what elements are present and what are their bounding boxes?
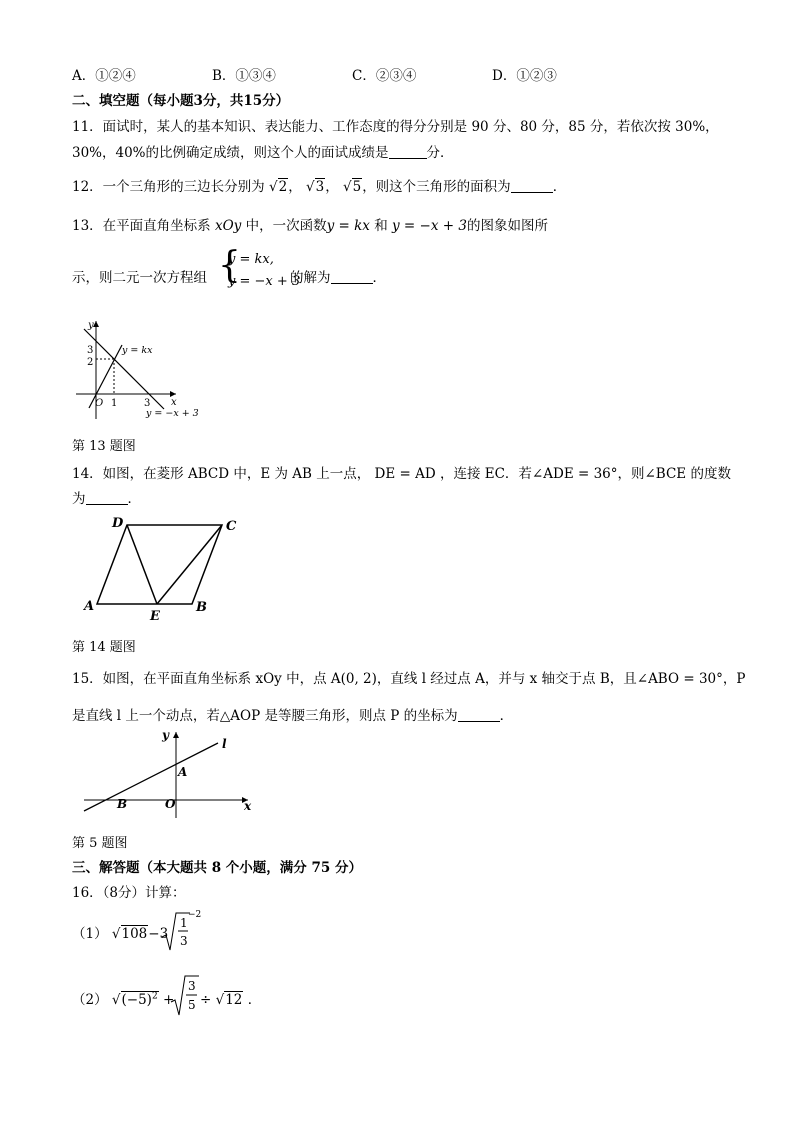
- q15-line2: 是直线 l 上一个动点，若△AOP 是等腰三角形，则点 P 的坐标为 ．: [72, 708, 514, 724]
- fig13-y-axis: y: [88, 320, 94, 331]
- option-c: C．②③④: [352, 68, 417, 84]
- q12-suffix: ，则这个三角形的面积为: [362, 179, 511, 195]
- fig15-label-l: l: [222, 737, 227, 751]
- fig13-label-kx: y = kx: [122, 345, 153, 356]
- q16-part2-radical-fraction: [169, 970, 203, 1020]
- fig14-label-b: B: [196, 600, 207, 615]
- q14-line2: 为 ．: [72, 491, 141, 507]
- q15-line1: 15．如图，在平面直角坐标系 xOy 中，点 A(0, 2)，直线 l 经过点 A，并与 x 轴交于点 B，且∠ABO = 30°，P: [72, 671, 746, 687]
- q11-line2: [72, 141, 454, 161]
- q12-answer-blank: [511, 178, 553, 193]
- svg-text:3: 3: [180, 934, 188, 948]
- fig14-label-e: E: [150, 609, 160, 624]
- q14-answer-blank: [86, 490, 128, 505]
- q12-sqrt2: √2: [268, 179, 288, 195]
- svg-text:5: 5: [188, 998, 196, 1012]
- svg-text:1: 1: [180, 916, 188, 930]
- q13-line2b: 的解为 ．: [290, 270, 386, 286]
- fig13-tick-y2: 2: [87, 357, 94, 368]
- q15-answer-blank: [458, 707, 500, 722]
- q14-figure: [80, 512, 245, 627]
- q15-caption: 第 5 题图: [72, 836, 128, 851]
- fig14-label-a: A: [84, 599, 95, 614]
- q12-line: 12．一个三角形的三边长分别为 √2， √3， √5，则这个三角形的面积为 ．: [72, 179, 567, 195]
- fig14-label-c: C: [226, 519, 237, 534]
- q16-part2-tail: ÷ √12 ．: [200, 992, 262, 1008]
- fig15-label-a: A: [178, 765, 188, 779]
- q16-part1: （1） √108−3: [72, 926, 169, 942]
- q13-answer-blank: [331, 269, 373, 284]
- q13-line2a: 示，则二元一次方程组: [72, 270, 207, 286]
- fig15-label-y: y: [162, 728, 169, 742]
- fig13-tick-x1: 1: [111, 398, 118, 409]
- q11-text: 30%，40%的比例确定成绩，则这个人的面试成绩是: [72, 145, 389, 161]
- q12-prefix: 12．一个三角形的三边长分别为: [72, 179, 265, 195]
- fig13-tick-y3: 3: [87, 345, 94, 356]
- q12-sqrt5: √5: [342, 179, 362, 195]
- q11-answer-blank: [389, 144, 427, 159]
- q11-end: 分．: [426, 145, 454, 161]
- svg-text:−2: −2: [188, 910, 202, 920]
- q13-line1: 13．在平面直角坐标系 xOy 中，一次函数y = kx 和 y = −x + 3的图象如图所: [72, 218, 548, 234]
- q16-stem: 16．（8分）计算：: [72, 885, 186, 901]
- fig13-origin: O: [95, 398, 104, 409]
- q15-figure: [80, 728, 260, 823]
- q12-sqrt3: √3: [305, 179, 325, 195]
- q14-line1: 14．如图，在菱形 ABCD 中，E 为 AB 上一点， DE = AD ，连接 EC．若∠ADE = 36°，则∠BCE 的度数: [72, 466, 731, 482]
- section2-title: 二、填空题（每小题3分，共15分）: [72, 93, 290, 109]
- exam-page: A．①②④ B．①③④ C．②③④ D．①②③ 二、填空题（每小题3分，共15分） 11．面试时，某人的基本知识、表达能力、工作态度的得分分别是 90 分、80 分，85 分，若依次按 30%， 30%，40%的比例确定成绩，则这个人的面试成绩是 分． 12．一个三角形的三边长分别为 √2， √3， √5，则这个三角形的面积为 ． 13．在平面直角坐标系 xOy 中，一次函数y = kx 和 y = −x + 3的图象如图所 示，则二元一次方程组 { y = kx, y = −x + 3 的解为 ． y x 3 2 O 1 3 y = kx y = −x + 3 第 13 题图 14．如图，在菱形 ABCD 中，E 为 AB 上一点， DE = AD ，连接 EC．若∠ADE = 36°，则∠BCE 的度数 为 ． A D C B E 第 14 题图 15．如图，在平面直角坐标系 xOy 中，点 A(0, 2)，直线 l 经过点 A，并与 x 轴交于点 B，且∠ABO = 30°，P 是直线 l 上一个动点，若△AOP 是等腰三角形，则点 P 的坐标为 ． y x l A B O 第 5 题图 三、解答题（本大题共 8 个小题，满分 75 分） 16．（8分）计算： （1） √108−3 1 3 −2 （2） $√(-5)^2$ + 3 5 ÷ √12 ．: [0, 0, 794, 1123]
- fig13-x-axis: x: [171, 397, 177, 408]
- option-d: D．①②③: [492, 68, 557, 84]
- section3-title: 三、解答题（本大题共 8 个小题，满分 75 分）: [72, 860, 362, 876]
- fig14-label-d: D: [112, 516, 124, 531]
- option-a: A．①②④: [72, 68, 136, 84]
- fig13-tick-x3: 3: [144, 398, 151, 409]
- q13-caption: 第 13 题图: [72, 439, 136, 454]
- q11-line1: 11．面试时，某人的基本知识、表达能力、工作态度的得分分别是 90 分、80 分，85 分，若依次按 30%，: [72, 119, 719, 135]
- fig13-label-neg: y = −x + 3: [146, 408, 199, 419]
- q14-caption: 第 14 题图: [72, 640, 136, 655]
- option-b: B．①③④: [212, 68, 276, 84]
- q16-part2: （2） $√(-5)^2$ +: [72, 991, 175, 1008]
- fig15-label-x: x: [244, 799, 252, 813]
- q13-figure: [72, 315, 212, 425]
- q16-part1-radical-fraction: [160, 905, 205, 955]
- fig15-label-o: O: [165, 797, 176, 811]
- svg-text:3: 3: [188, 979, 196, 993]
- fig15-label-b: B: [117, 797, 128, 811]
